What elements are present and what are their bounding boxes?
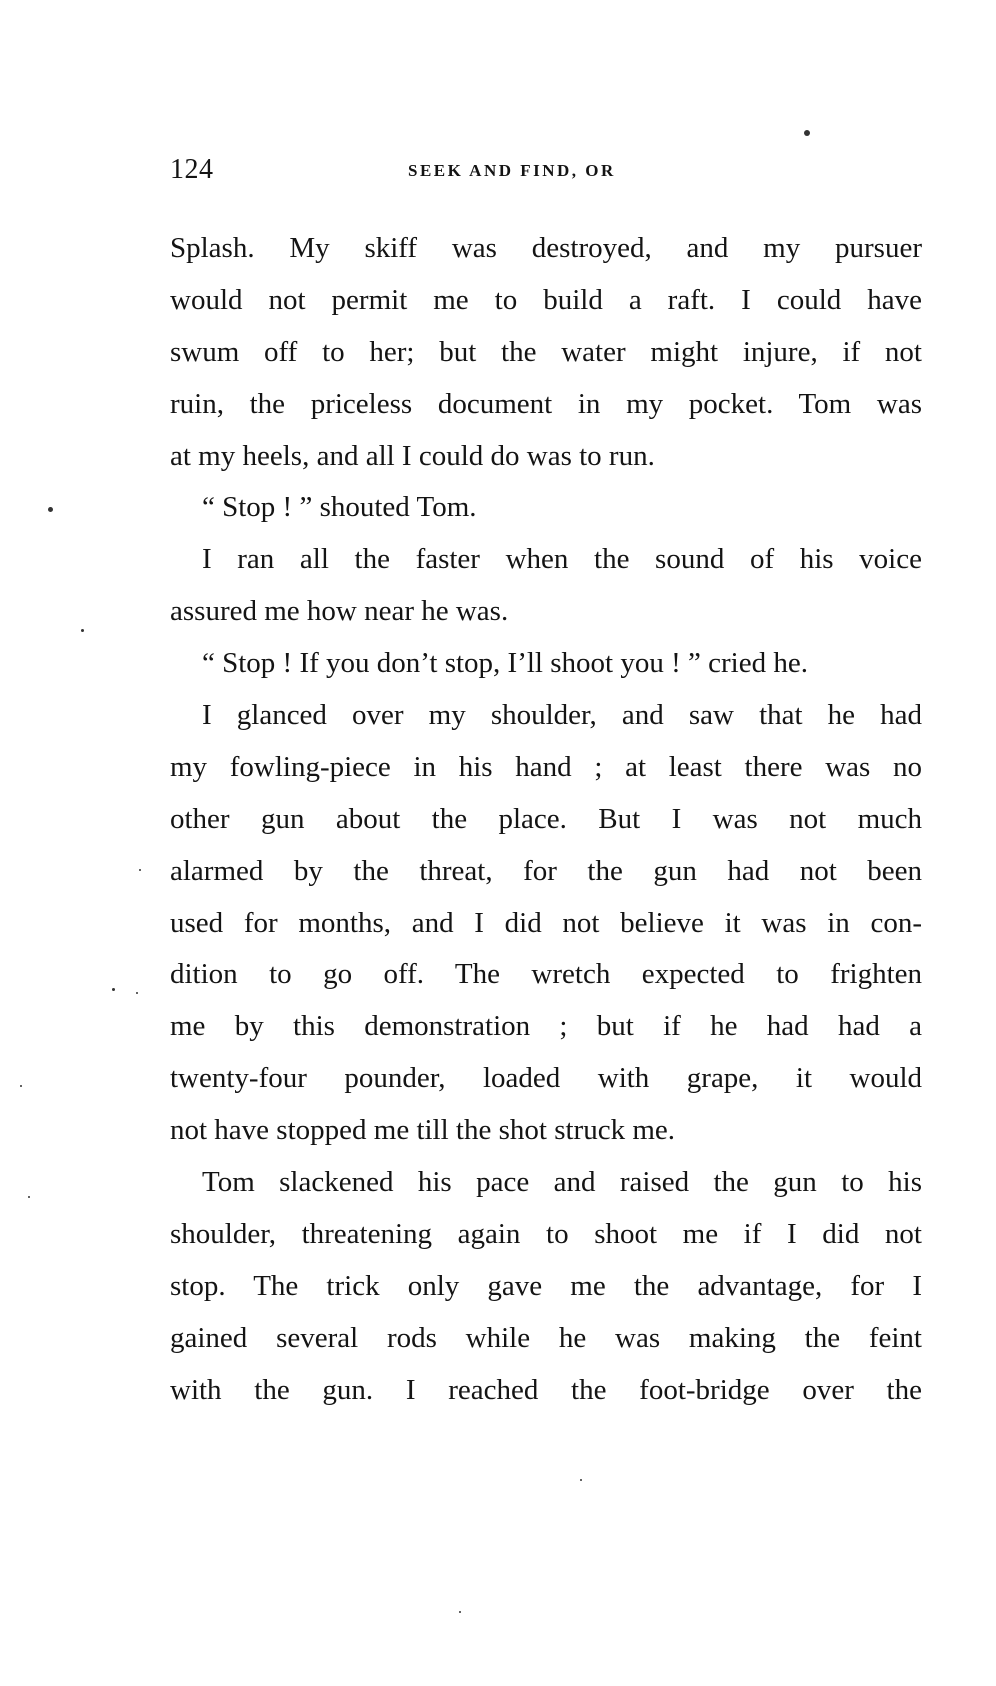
scan-speck xyxy=(136,992,138,994)
scan-speck xyxy=(459,1611,461,1613)
paragraph xyxy=(170,638,922,690)
paragraph xyxy=(170,482,922,534)
paragraph xyxy=(170,690,922,1157)
text-line: “ Stop ! If you don’t stop, I’ll shoot you ! ” cried he. xyxy=(202,647,808,680)
scan-speck xyxy=(48,507,53,512)
scan-speck xyxy=(81,629,84,632)
page-header xyxy=(170,154,922,194)
scan-speck xyxy=(580,1479,582,1481)
text-line: me by this demonstration ; but if he had had a xyxy=(170,1010,922,1043)
text-line: my fowling-piece in his hand ; at least there was no xyxy=(170,750,922,783)
scan-speck xyxy=(20,1085,22,1087)
text-line: “ Stop ! ” shouted Tom. xyxy=(202,491,477,524)
text-line: I glanced over my shoulder, and saw that he had xyxy=(202,699,922,732)
text-line: alarmed by the threat, for the gun had not been xyxy=(170,854,922,887)
text-line: Tom slackened his pace and raised the gun to his xyxy=(202,1166,922,1199)
paragraph xyxy=(170,223,922,482)
scan-speck xyxy=(112,988,115,991)
text-line: used for months, and I did not believe it was in con- xyxy=(170,906,922,939)
scan-speck xyxy=(139,869,141,871)
paragraph xyxy=(170,1157,922,1416)
text-line: shoulder, threatening again to shoot me if I did not xyxy=(170,1217,922,1250)
text-line: dition to go off. The wretch expected to frighten xyxy=(170,958,922,991)
running-head: SEEK AND FIND, OR xyxy=(408,161,616,180)
text-line: twenty-four pounder, loaded with grape, it would xyxy=(170,1062,922,1095)
text-line: gained several rods while he was making the feint xyxy=(170,1321,922,1354)
text-line: at my heels, and all I could do was to run. xyxy=(170,439,655,472)
text-line: not have stopped me till the shot struck me. xyxy=(170,1114,675,1147)
paragraph xyxy=(170,534,922,638)
text-line: assured me how near he was. xyxy=(170,595,509,628)
scan-speck xyxy=(28,1196,30,1198)
text-line: with the gun. I reached the foot-bridge over the xyxy=(170,1373,922,1406)
text-line: Splash. My skiff was destroyed, and my pursuer xyxy=(170,232,922,264)
body-text xyxy=(170,223,922,1416)
page-number: 124 xyxy=(170,154,214,185)
text-line: I ran all the faster when the sound of his voice xyxy=(202,543,922,576)
text-line: other gun about the place. But I was not much xyxy=(170,802,922,835)
text-line: stop. The trick only gave me the advantage, for I xyxy=(170,1269,922,1302)
text-line: ruin, the priceless document in my pocket. Tom was xyxy=(170,387,922,420)
scan-speck xyxy=(804,130,810,136)
text-line: swum off to her; but the water might injure, if not xyxy=(170,335,922,368)
text-line: would not permit me to build a raft. I could have xyxy=(170,283,922,316)
